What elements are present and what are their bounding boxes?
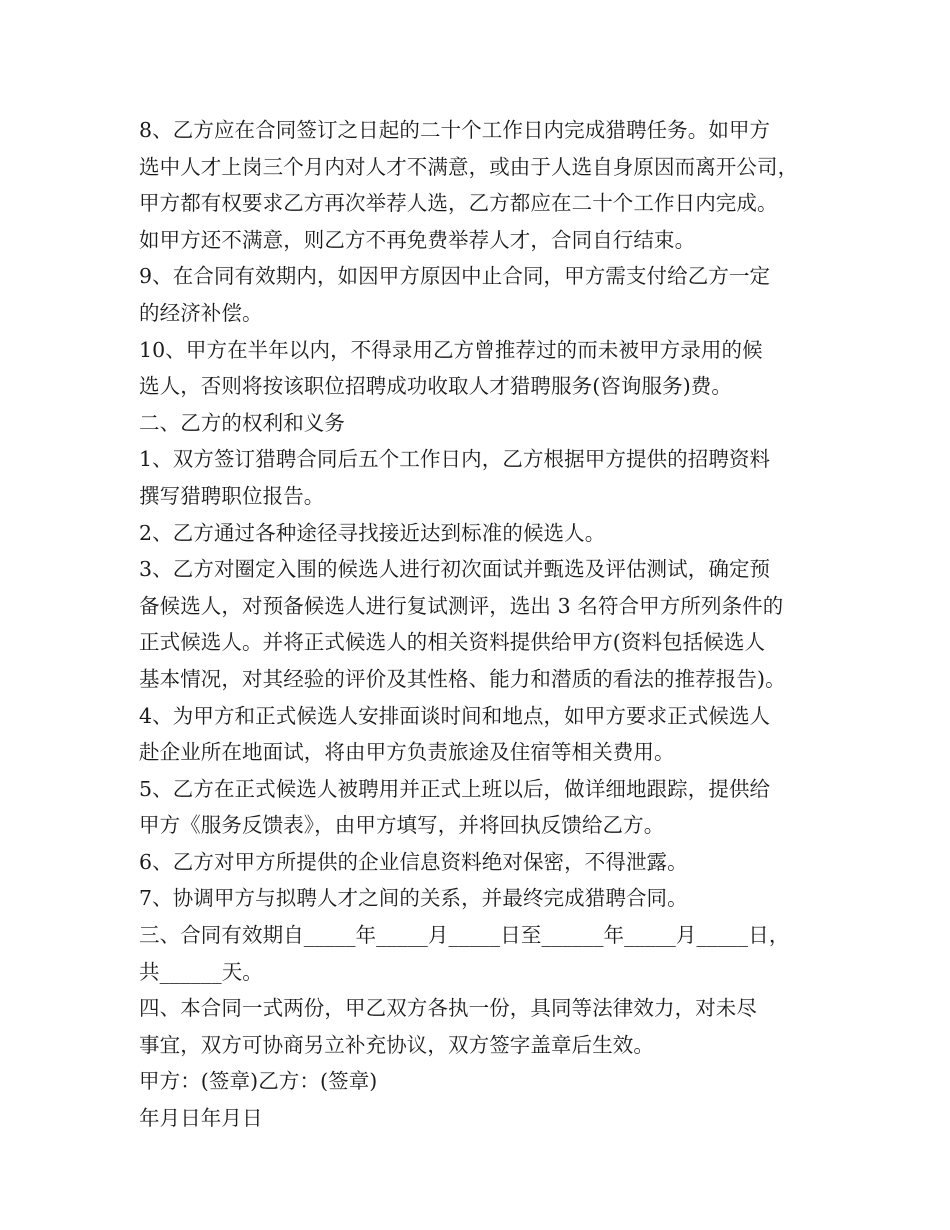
text-line: 5、乙方在正式候选人被聘用并正式上班以后，做详细地跟踪，提供给: [139, 776, 771, 801]
document-body: [139, 112, 819, 1137]
text-line: 基本情况，对其经验的评价及其性格、能力和潜质的看法的推荐报告)。: [139, 666, 786, 691]
text-line: 如甲方还不满意，则乙方不再免费举荐人才，合同自行结束。: [139, 227, 696, 252]
text-line: 9、在合同有效期内，如因甲方原因中止合同，甲方需支付给乙方一定: [139, 264, 771, 289]
text-line: 备候选人，对预备候选人进行复试测评，选出 3 名符合甲方所列条件的: [139, 593, 784, 618]
text-line: 7、协调甲方与拟聘人才之间的关系，并最终完成猎聘合同。: [139, 886, 688, 911]
text-line: 1、双方签订猎聘合同后五个工作日内，乙方根据甲方提供的招聘资料: [139, 447, 771, 472]
text-line: 4、为甲方和正式候选人安排面谈时间和地点，如甲方要求正式候选人: [139, 703, 771, 728]
text-line: 甲方《服务反馈表》，由甲方填写，并将回执反馈给乙方。: [139, 813, 665, 838]
text-line: 10、甲方在半年以内，不得录用乙方曾推荐过的而未被甲方录用的候: [139, 337, 763, 362]
signature-line: 甲方：(签章)乙方：(签章): [139, 1069, 378, 1094]
text-line: 3、乙方对圈定入围的候选人进行初次面试并甄选及评估测试，确定预: [139, 557, 771, 582]
text-line: 2、乙方通过各种途径寻找接近达到标准的候选人。: [139, 520, 606, 545]
text-line: 正式候选人。并将正式候选人的相关资料提供给甲方(资料包括候选人: [139, 630, 766, 655]
text-line: 甲方都有权要求乙方再次举荐人选，乙方都应在二十个工作日内完成。: [139, 191, 778, 216]
text-line: 选人，否则将按该职位招聘成功收取人才猎聘服务(咨询服务)费。: [139, 374, 732, 399]
text-line: 事宜，双方可协商另立补充协议，双方签字盖章后生效。: [139, 1032, 654, 1057]
text-line: 6、乙方对甲方所提供的企业信息资料绝对保密，不得泄露。: [139, 849, 688, 874]
text-line: 8、乙方应在合同签订之日起的二十个工作日内完成猎聘任务。如甲方: [139, 118, 771, 142]
date-line: 年月日年月日: [139, 1106, 263, 1131]
section-heading: 二、乙方的权利和义务: [139, 410, 345, 435]
validity-period-line: 三、合同有效期自_____年_____月_____日至______年_____月_____日，: [139, 923, 790, 948]
text-line: 选中人才上岗三个月内对人才不满意，或由于人选自身原因而离开公司，: [139, 154, 799, 179]
section-heading: 四、本合同一式两份，甲乙双方各执一份，具同等法律效力，对未尽: [139, 996, 757, 1021]
text-line: 赴企业所在地面试，将由甲方负责旅途及住宿等相关费用。: [139, 740, 675, 765]
text-line: 撰写猎聘职位报告。: [139, 483, 325, 508]
text-line: 的经济补偿。: [139, 300, 263, 325]
validity-days-line: 共______天。: [139, 959, 263, 984]
